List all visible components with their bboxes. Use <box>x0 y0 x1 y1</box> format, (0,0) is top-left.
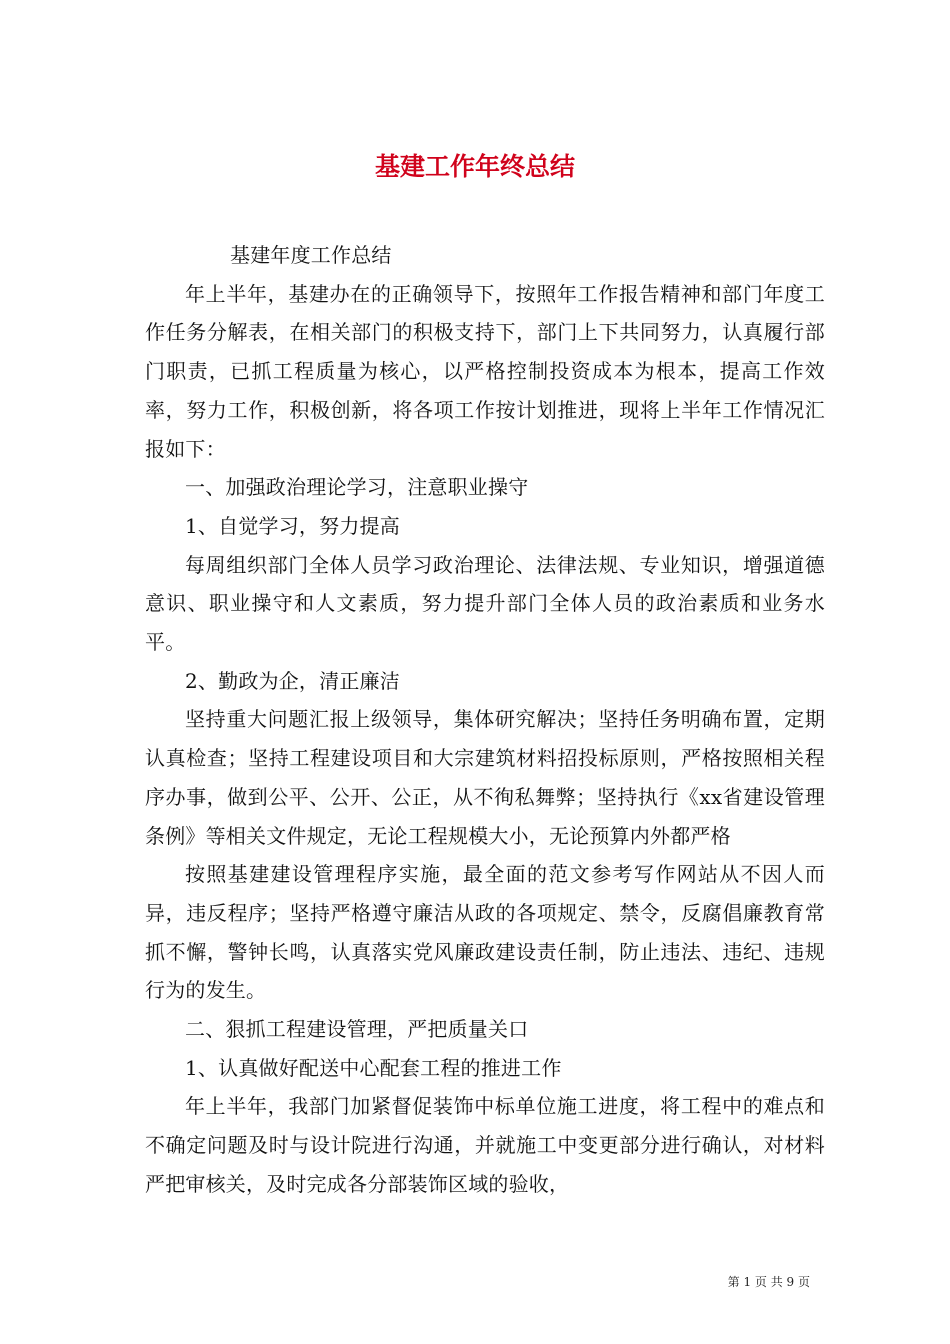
paragraph-integrity: 坚持重大问题汇报上级领导，集体研究解决；坚持任务明确布置，定期认真检查；坚持工程建设项目和大宗建筑材料招投标原则，严格按照相关程序办事，做到公平、公开、公正，从不徇私舞弊；坚持执行《xx省建设管理条例》等相关文件规定，无论工程规模大小，无论预算内外都严格 <box>145 707 825 848</box>
subsection-heading-1-1: 1、自觉学习，努力提高 <box>185 513 400 538</box>
section-heading-2: 二、狠抓工程建设管理，严把质量关口 <box>185 1017 529 1042</box>
document-body <box>145 236 825 1204</box>
subsection-heading-1-2: 2、勤政为企，清正廉洁 <box>185 668 400 693</box>
document-title: 基建工作年终总结 <box>374 151 575 181</box>
paragraph-procedure: 按照基建建设管理程序实施，最全面的范文参考写作网站从不因人而异，违反程序；坚持严格遵守廉洁从政的各项规定、禁令，反腐倡廉教育常抓不懈，警钟长鸣，认真落实党风廉政建设责任制，防止违法、违纪、违规行为的发生。 <box>145 862 825 1003</box>
paragraph-intro: 年上半年，基建办在的正确领导下，按照年工作报告精神和部门年度工作任务分解表，在相关部门的积极支持下，部门上下共同努力，认真履行部门职责，已抓工程质量为核心，以严格控制投资成本为根本，提高工作效率，努力工作，积极创新，将各项工作按计划推进，现将上半年工作情况汇报如下： <box>145 281 825 461</box>
paragraph-study: 每周组织部门全体人员学习政治理论、法律法规、专业知识，增强道德意识、职业操守和人文素质，努力提升部门全体人员的政治素质和业务水平。 <box>145 552 825 655</box>
section-heading-1: 一、加强政治理论学习，注意职业操守 <box>185 475 529 500</box>
subsection-heading-2-1: 1、认真做好配送中心配套工程的推进工作 <box>185 1055 562 1080</box>
paragraph-progress: 年上半年，我部门加紧督促装饰中标单位施工进度，将工程中的难点和不确定问题及时与设计院进行沟通，并就施工中变更部分进行确认，对材料严把审核关，及时完成各分部装饰区域的验收， <box>145 1094 825 1196</box>
document-subtitle: 基建年度工作总结 <box>230 243 392 267</box>
page-number: 第 1 页 共 9 页 <box>727 1275 810 1289</box>
